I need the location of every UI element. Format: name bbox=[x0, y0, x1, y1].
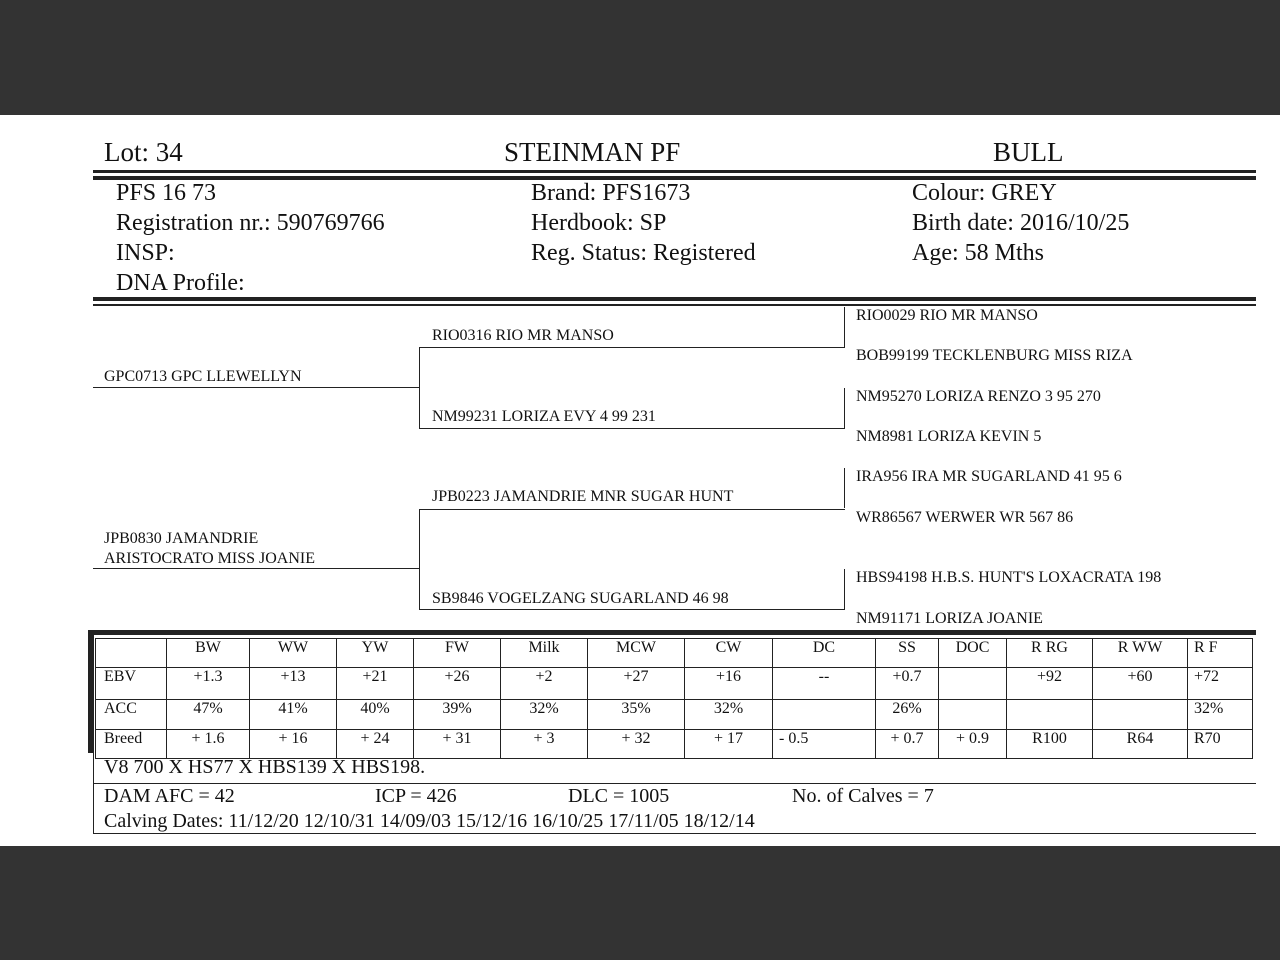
info-dna-profile: DNA Profile: bbox=[116, 270, 245, 296]
ebv-cell: + 32 bbox=[588, 730, 685, 759]
dam-underline bbox=[93, 568, 420, 569]
ebv-cell: +0.7 bbox=[876, 668, 939, 700]
ebv-cell: 32% bbox=[1188, 700, 1253, 730]
ebv-cell: +92 bbox=[1007, 668, 1093, 700]
icp: ICP = 426 bbox=[375, 785, 457, 807]
sire-underline bbox=[93, 387, 420, 388]
ebv-cell: +21 bbox=[337, 668, 414, 700]
pedigree-sss: RIO0029 RIO MR MANSO bbox=[856, 307, 1038, 324]
pedigree-sdd: NM8981 LORIZA KEVIN 5 bbox=[856, 428, 1042, 445]
ebv-cell bbox=[1007, 700, 1093, 730]
ebv-cell: + 0.7 bbox=[876, 730, 939, 759]
ebv-cell: + 3 bbox=[501, 730, 588, 759]
ebv-col-ww: WW bbox=[250, 639, 337, 668]
info-birth-date: Birth date: 2016/10/25 bbox=[912, 210, 1130, 236]
ebv-col-yw: YW bbox=[337, 639, 414, 668]
ebv-col-rww: R WW bbox=[1093, 639, 1188, 668]
pedigree-sire-dam: NM99231 LORIZA EVY 4 99 231 bbox=[432, 408, 656, 425]
ebv-cell: R64 bbox=[1093, 730, 1188, 759]
ebv-cell bbox=[773, 700, 876, 730]
ebv-col-rrg: R RG bbox=[1007, 639, 1093, 668]
ebv-cell bbox=[1093, 700, 1188, 730]
ebv-col-mcw: MCW bbox=[588, 639, 685, 668]
ebv-cell: +1.3 bbox=[167, 668, 250, 700]
info-colour: Colour: GREY bbox=[912, 180, 1057, 206]
info-age: Age: 58 Mths bbox=[912, 240, 1044, 266]
ebv-table-top-rule bbox=[88, 630, 1256, 635]
pedigree-sire-sire: RIO0316 RIO MR MANSO bbox=[432, 327, 614, 344]
info-registration: Registration nr.: 590769766 bbox=[116, 210, 385, 236]
ebv-col-cw: CW bbox=[685, 639, 773, 668]
ebv-cell: +2 bbox=[501, 668, 588, 700]
ebv-cell: +16 bbox=[685, 668, 773, 700]
info-column-2 bbox=[531, 180, 756, 270]
pedigree-dss: IRA956 IRA MR SUGARLAND 41 95 6 bbox=[856, 468, 1122, 485]
ebv-row-ebv bbox=[96, 668, 1253, 700]
ebv-cell: 39% bbox=[414, 700, 501, 730]
ebv-cell: + 1.6 bbox=[167, 730, 250, 759]
ebv-cell: 40% bbox=[337, 700, 414, 730]
pedigree-dsd: WR86567 WERWER WR 567 86 bbox=[856, 509, 1074, 526]
ebv-cell: R70 bbox=[1188, 730, 1253, 759]
info-reg-status: Reg. Status: Registered bbox=[531, 240, 756, 266]
pedigree-dam-line-1: JPB0830 JAMANDRIE bbox=[104, 530, 259, 547]
ebv-cell: R100 bbox=[1007, 730, 1093, 759]
ebv-cell: +26 bbox=[414, 668, 501, 700]
number-of-calves: No. of Calves = 7 bbox=[792, 785, 934, 807]
ebv-cell: 32% bbox=[501, 700, 588, 730]
ebv-col-milk: Milk bbox=[501, 639, 588, 668]
pedigree-sheet bbox=[0, 115, 1280, 846]
pedigree-dam-sire: JPB0223 JAMANDRIE MNR SUGAR HUNT bbox=[432, 488, 734, 505]
dlc: DLC = 1005 bbox=[568, 785, 670, 807]
ebv-cell: +13 bbox=[250, 668, 337, 700]
pedigree-dam-line-2: ARISTOCRATO MISS JOANIE bbox=[104, 550, 315, 567]
ebv-table-left-rule bbox=[88, 630, 94, 753]
animal-name: STEINMAN PF bbox=[504, 137, 681, 167]
ebv-cell: + 24 bbox=[337, 730, 414, 759]
ebv-row-label: Breed bbox=[96, 730, 167, 759]
info-herdbook: Herdbook: SP bbox=[531, 210, 667, 236]
pedigree-sds: NM95270 LORIZA RENZO 3 95 270 bbox=[856, 388, 1101, 405]
ebv-cell: 47% bbox=[167, 700, 250, 730]
animal-sex: BULL bbox=[993, 137, 1064, 167]
sd-underline bbox=[419, 428, 845, 429]
ebv-cell: -- bbox=[773, 668, 876, 700]
dam-bracket bbox=[419, 509, 420, 609]
ebv-col-bw: BW bbox=[167, 639, 250, 668]
ebv-cell bbox=[939, 668, 1007, 700]
ebv-col-fw: FW bbox=[414, 639, 501, 668]
ds-bracket-top bbox=[844, 468, 845, 508]
ebv-col-ss: SS bbox=[876, 639, 939, 668]
ebv-row-acc bbox=[96, 700, 1253, 730]
ebv-col-dc: DC bbox=[773, 639, 876, 668]
ebv-cell: +27 bbox=[588, 668, 685, 700]
ebv-row-label: ACC bbox=[96, 700, 167, 730]
pedigree-sire: GPC0713 GPC LLEWELLYN bbox=[104, 368, 302, 385]
ebv-col-rf: R F bbox=[1188, 639, 1253, 668]
ebv-row-breed bbox=[96, 730, 1253, 759]
ds-underline bbox=[419, 509, 845, 510]
cross-line: V8 700 X HS77 X HBS139 X HBS198. bbox=[104, 756, 426, 778]
ebv-cell: 32% bbox=[685, 700, 773, 730]
footer-divider bbox=[93, 783, 1256, 784]
ebv-cell bbox=[939, 700, 1007, 730]
pedigree-ddd: NM91171 LORIZA JOANIE bbox=[856, 610, 1043, 627]
ebv-header-blank bbox=[96, 639, 167, 668]
info-column-1 bbox=[116, 180, 385, 300]
ebv-cell: - 0.5 bbox=[773, 730, 876, 759]
info-insp: INSP: bbox=[116, 240, 175, 266]
info-rule-top bbox=[93, 297, 1256, 301]
ebv-cell: + 31 bbox=[414, 730, 501, 759]
ebv-cell: + 0.9 bbox=[939, 730, 1007, 759]
sd-bracket-top bbox=[844, 388, 845, 428]
calving-dates: Calving Dates: 11/12/20 12/10/31 14/09/03 15/12/16 16/10/25 17/11/05 18/12/14 bbox=[104, 810, 755, 832]
ebv-cell: +72 bbox=[1188, 668, 1253, 700]
info-rule-bottom bbox=[93, 304, 1256, 306]
info-brand: Brand: PFS1673 bbox=[531, 180, 691, 206]
dd-underline bbox=[419, 609, 845, 610]
pedigree-dam-dam: SB9846 VOGELZANG SUGARLAND 46 98 bbox=[432, 590, 729, 607]
header-rule-top bbox=[93, 170, 1256, 173]
ebv-cell: 26% bbox=[876, 700, 939, 730]
dd-bracket-top bbox=[844, 569, 845, 609]
footer-bottom-rule bbox=[93, 833, 1256, 834]
ebv-cell: + 17 bbox=[685, 730, 773, 759]
ebv-cell: 41% bbox=[250, 700, 337, 730]
ss-underline bbox=[419, 347, 845, 348]
pedigree-dds: HBS94198 H.B.S. HUNT'S LOXACRATA 198 bbox=[856, 569, 1162, 586]
ebv-cell: + 16 bbox=[250, 730, 337, 759]
lot-number: Lot: 34 bbox=[104, 137, 183, 167]
pedigree-ssd: BOB99199 TECKLENBURG MISS RIZA bbox=[856, 347, 1133, 364]
footer-left-rule bbox=[93, 753, 94, 833]
pedigree-dam bbox=[104, 529, 315, 569]
info-id: PFS 16 73 bbox=[116, 180, 217, 206]
ebv-col-doc: DOC bbox=[939, 639, 1007, 668]
ebv-header-row bbox=[96, 639, 1253, 668]
ebv-row-label: EBV bbox=[96, 668, 167, 700]
ebv-cell: 35% bbox=[588, 700, 685, 730]
ebv-table bbox=[95, 638, 1253, 759]
dam-afc: DAM AFC = 42 bbox=[104, 785, 235, 807]
sire-bracket bbox=[419, 347, 420, 428]
ss-bracket-top bbox=[844, 307, 845, 347]
info-column-3 bbox=[912, 180, 1129, 270]
ebv-cell: +60 bbox=[1093, 668, 1188, 700]
